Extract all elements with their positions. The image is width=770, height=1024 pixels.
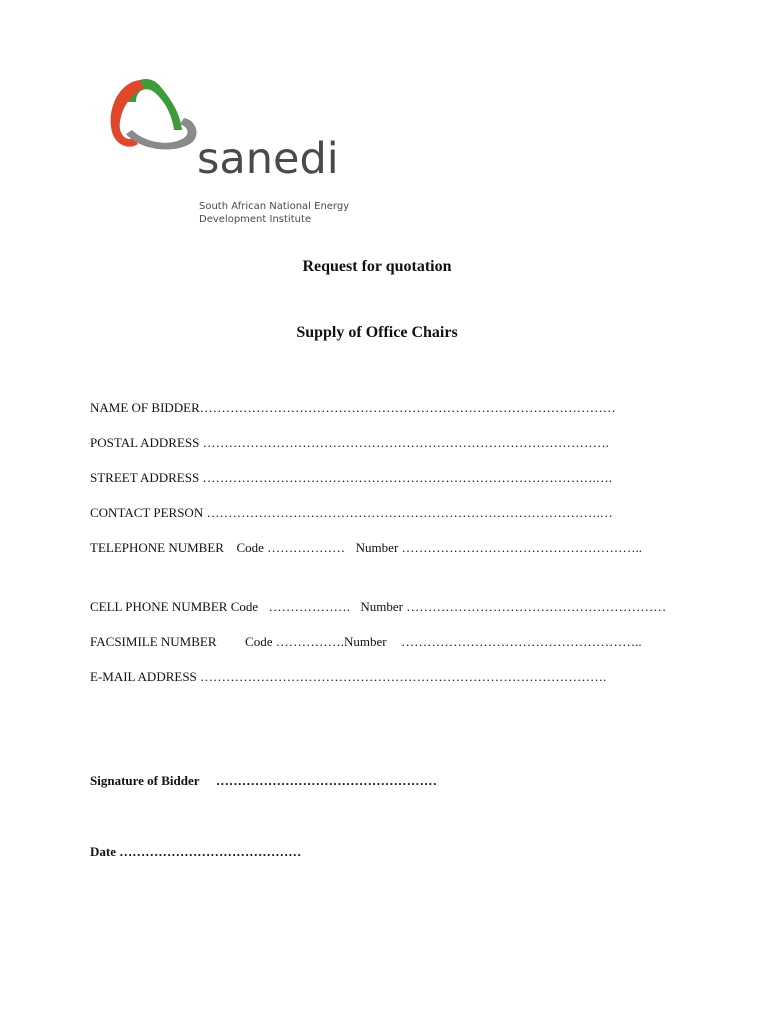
cell-phone-number-row (90, 599, 666, 615)
telephone-number-row (90, 540, 642, 556)
facsimile-number-row (90, 634, 642, 650)
date-field[interactable]: Date …………………………………… (90, 844, 302, 859)
telephone-number-label: TELEPHONE NUMBER (90, 540, 224, 555)
tagline-line-1: South African National Energy (199, 201, 350, 212)
facsimile-label: FACSIMILE NUMBER (90, 634, 217, 649)
sanedi-logo (100, 72, 390, 232)
signature-label: Signature of Bidder (90, 773, 200, 788)
tagline-line-2: Development Institute (199, 214, 312, 225)
sanedi-tagline (199, 200, 349, 226)
cell-phone-label: CELL PHONE NUMBER Code (90, 599, 259, 614)
street-address-field[interactable]: STREET ADDRESS ……………………………………………………………………………….…. (90, 470, 612, 485)
facsimile-number-field[interactable]: ……………………………………………….. (401, 634, 642, 649)
document-subtitle: Supply of Office Chairs (296, 324, 458, 341)
email-address-field[interactable]: E-MAIL ADDRESS …………………………………………………………………………………. (90, 669, 607, 684)
sanedi-emblem-icon (100, 72, 210, 152)
sanedi-wordmark: sanedi (197, 134, 339, 184)
cell-phone-code-field[interactable]: ………………. (268, 599, 350, 614)
facsimile-code-field[interactable]: Code …………….Number (245, 634, 387, 649)
cell-phone-number-field[interactable]: Number …………………………………………………… (360, 599, 667, 614)
telephone-number-field[interactable]: Number ……………………………………………….. (355, 540, 643, 555)
telephone-code-field[interactable]: Code ……………… (236, 540, 346, 555)
postal-address-field[interactable]: POSTAL ADDRESS …………………………………………………………………………………. (90, 435, 609, 450)
signature-line[interactable]: …………………………………………… (215, 773, 437, 788)
signature-row (90, 773, 437, 789)
document-title: Request for quotation (302, 258, 452, 275)
name-of-bidder-field[interactable]: NAME OF BIDDER…………………………………………………………………………………… (90, 400, 616, 415)
contact-person-field[interactable]: CONTACT PERSON ……………………………………………………………………………….… (90, 505, 613, 520)
